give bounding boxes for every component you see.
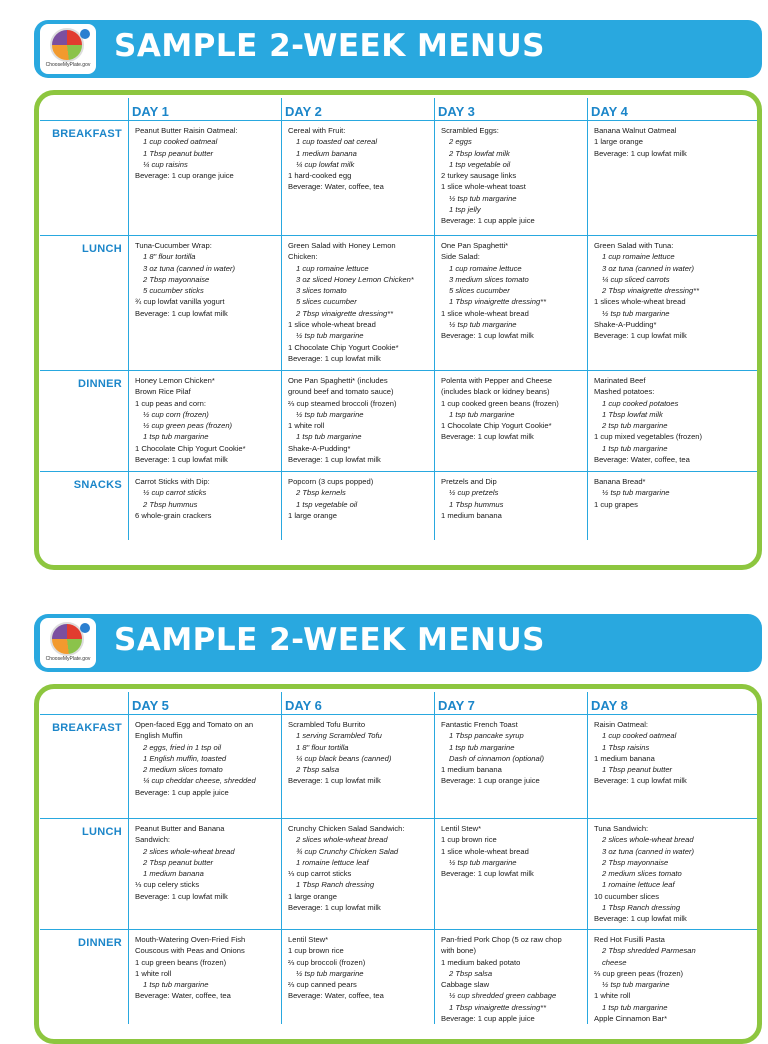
menu-line: 3 oz tuna (canned in water) <box>602 263 695 273</box>
menu-line: 1 tsp tub margarine <box>143 432 209 442</box>
menu-line: Polenta with Pepper and Cheese <box>441 376 553 385</box>
menu-line: 2 Tbsp lowfat milk <box>449 148 510 158</box>
menu-cell <box>594 934 742 1024</box>
menu-line: 1 slice whole-wheat bread <box>441 846 529 856</box>
menu-line: (includes black or kidney beans) <box>441 387 550 397</box>
myplate-logo <box>40 24 96 74</box>
menu-line: 10 cucumber slices <box>594 891 659 901</box>
menu-line: ½ cup corn (frozen) <box>143 409 209 419</box>
menu-line: ½ tsp tub margarine <box>602 980 670 990</box>
menu-line: Scrambled Tofu Burrito <box>288 720 366 729</box>
menu-line: 1 white roll <box>594 991 631 1001</box>
menu-line: 1 cup brown rice <box>288 946 344 956</box>
dairy-cup-icon <box>80 623 90 633</box>
menu-line: 1 Tbsp raisins <box>602 742 650 752</box>
menu-line: ¼ cup sliced carrots <box>602 274 670 284</box>
meal-header: LUNCH <box>82 826 122 838</box>
menu-line: Pan-fried Pork Chop (5 oz raw chop <box>441 935 562 944</box>
menu-cell <box>288 476 436 521</box>
menu-line: Beverage: 1 cup lowfat milk <box>441 432 534 442</box>
menu-cell <box>441 375 589 443</box>
menu-cell <box>288 125 436 193</box>
menu-line: 3 oz tuna (canned in water) <box>602 846 695 856</box>
day-header: DAY 5 <box>132 698 169 713</box>
menu-line: Beverage: 1 cup lowfat milk <box>288 455 381 465</box>
day-header: DAY 7 <box>438 698 475 713</box>
menu-line: 1 8" flour tortilla <box>143 252 196 262</box>
menu-line: Scrambled Eggs: <box>441 126 499 135</box>
menu-line: 1 Tbsp peanut butter <box>602 765 673 775</box>
menu-line: Brown Rice Pilaf <box>135 387 191 397</box>
menu-line: 1 medium banana <box>441 510 502 520</box>
menu-line: 1 tsp jelly <box>449 205 481 215</box>
menu-cell <box>441 934 589 1024</box>
meal-header: DINNER <box>78 378 122 390</box>
menu-line: Popcorn (3 cups popped) <box>288 477 374 486</box>
menu-line: 1 medium baked potato <box>441 957 521 967</box>
menu-line: 5 slices cucumber <box>296 297 357 307</box>
menu-line: 2 Tbsp mayonnaise <box>602 857 669 867</box>
row-divider <box>40 235 757 236</box>
menu-line: 1 Chocolate Chip Yogurt Cookie* <box>135 443 246 453</box>
menu-line: Beverage: 1 cup lowfat milk <box>288 776 381 786</box>
day-header: DAY 1 <box>132 104 169 119</box>
menu-line: ⅔ cup steamed broccoli (frozen) <box>288 398 397 408</box>
menu-line: ½ tsp tub margarine <box>449 857 517 867</box>
menu-line: Green Salad with Honey Lemon <box>288 241 396 250</box>
column-divider <box>128 98 129 540</box>
menu-line: Beverage: Water, coffee, tea <box>288 991 384 1001</box>
menu-line: Chicken: <box>288 252 318 262</box>
menu-line: ⅔ cup green peas (frozen) <box>594 968 684 978</box>
menu-line: Shake-A-Pudding* <box>594 320 657 330</box>
menu-line: Beverage: 1 cup apple juice <box>441 216 535 226</box>
menu-line: Banana Bread* <box>594 477 646 486</box>
menu-cell <box>288 934 436 1002</box>
row-divider <box>40 929 757 930</box>
menu-line: Peanut Butter Raisin Oatmeal: <box>135 126 238 135</box>
menu-line: Beverage: Water, coffee, tea <box>135 991 231 1001</box>
menu-line: 1 cup romaine lettuce <box>449 263 522 273</box>
menu-line: with bone) <box>441 946 477 956</box>
menu-line: 2 Tbsp kernels <box>296 488 346 498</box>
page-title: SAMPLE 2-WEEK MENUS <box>114 28 545 64</box>
menu-line: 1 Tbsp Ranch dressing <box>602 903 681 913</box>
meal-header: LUNCH <box>82 243 122 255</box>
menu-line: ⅔ cup broccoli (frozen) <box>288 957 366 967</box>
menu-line: 1 medium banana <box>143 869 204 879</box>
menu-line: 1 slice whole-wheat bread <box>288 320 376 330</box>
menu-line: 2 medium slices tomato <box>143 765 223 775</box>
menu-line: 3 oz sliced Honey Lemon Chicken* <box>296 274 414 284</box>
menu-line: 2 eggs <box>449 137 472 147</box>
menu-line: 2 Tbsp vinaigrette dressing** <box>602 286 700 296</box>
menu-line: 1 Tbsp peanut butter <box>143 148 214 158</box>
menu-line: ½ tsp tub margarine <box>602 308 670 318</box>
logo-text: ChooseMyPlate.gov <box>45 62 91 68</box>
menu-line: ½ tsp tub margarine <box>296 331 364 341</box>
menu-line: 1 romaine lettuce leaf <box>602 880 675 890</box>
menu-line: 2 Tbsp hummus <box>143 499 198 509</box>
row-divider <box>40 120 757 121</box>
day-header: DAY 4 <box>591 104 628 119</box>
menu-cell <box>441 125 589 227</box>
menu-line: One Pan Spaghetti* (includes <box>288 376 388 385</box>
menu-line: ¾ cup Crunchy Chicken Salad <box>296 846 399 856</box>
dairy-cup-icon <box>80 29 90 39</box>
menu-line: 1 hard-cooked egg <box>288 171 352 181</box>
menu-line: 1 cup cooked oatmeal <box>143 137 218 147</box>
menu-line: 2 tsp tub margarine <box>602 421 668 431</box>
menu-line: Beverage: 1 cup apple juice <box>135 787 229 797</box>
menu-cell <box>441 823 589 879</box>
menu-line: ½ tsp tub margarine <box>449 193 517 203</box>
menu-line: Beverage: Water, coffee, tea <box>288 182 384 192</box>
menu-line: 1 white roll <box>288 421 325 431</box>
menu-line: 2 Tbsp salsa <box>296 765 340 775</box>
menu-line: 1 white roll <box>135 968 172 978</box>
menu-line: 1 cup romaine lettuce <box>296 263 369 273</box>
day-header: DAY 2 <box>285 104 322 119</box>
menu-line: Beverage: 1 cup apple juice <box>441 1014 535 1024</box>
menu-line: 1 cup cooked oatmeal <box>602 731 677 741</box>
menu-line: 1 medium banana <box>296 148 357 158</box>
row-divider <box>40 370 757 371</box>
menu-line: 1 cup toasted oat cereal <box>296 137 378 147</box>
menu-line: 1 Chocolate Chip Yogurt Cookie* <box>441 421 552 431</box>
menu-line: ¼ cup lowfat milk <box>296 159 355 169</box>
column-divider <box>128 692 129 1024</box>
menu-line: Beverage: 1 cup lowfat milk <box>288 353 381 363</box>
menu-line: 2 turkey sausage links <box>441 171 517 181</box>
menu-cell <box>288 823 436 913</box>
menu-line: 1 cup cooked green beans (frozen) <box>441 398 559 408</box>
menu-cell <box>135 719 283 798</box>
menu-cell <box>135 240 283 319</box>
menu-line: Raisin Oatmeal: <box>594 720 649 729</box>
row-divider <box>40 471 757 472</box>
menu-cell <box>288 375 436 465</box>
menu-line: 1 Tbsp hummus <box>449 499 504 509</box>
menu-line: Mashed potatoes: <box>594 387 655 397</box>
menu-line: 1 cup mixed vegetables (frozen) <box>594 432 703 442</box>
menu-cell <box>594 719 742 787</box>
menu-line: 1 English muffin, toasted <box>143 753 227 763</box>
menu-line: ½ tsp tub margarine <box>602 488 670 498</box>
menu-line: Green Salad with Tuna: <box>594 241 674 250</box>
menu-line: Banana Walnut Oatmeal <box>594 126 677 135</box>
menu-line: 1 large orange <box>288 510 337 520</box>
menu-line: Tuna Sandwich: <box>594 824 649 833</box>
menu-cell <box>135 823 283 902</box>
menu-line: Beverage: 1 cup lowfat milk <box>135 455 228 465</box>
day-header: DAY 6 <box>285 698 322 713</box>
menu-line: 1 tsp vegetable oil <box>449 159 511 169</box>
menu-line: 2 slices whole-wheat bread <box>296 835 388 845</box>
menu-line: 1 tsp vegetable oil <box>296 499 358 509</box>
menu-line: ½ cup carrot sticks <box>143 488 207 498</box>
menu-line: Pretzels and Dip <box>441 477 497 486</box>
menu-line: 5 slices cucumber <box>449 286 510 296</box>
menu-line: Sandwich: <box>135 835 171 845</box>
menu-line: Beverage: 1 cup lowfat milk <box>594 914 687 924</box>
menu-line: Apple Cinnamon Bar* <box>594 1014 668 1024</box>
plate-icon <box>50 622 84 656</box>
menu-line: 1 Tbsp lowfat milk <box>602 409 663 419</box>
menu-line: 1 tsp tub margarine <box>449 409 515 419</box>
menu-line: 1 medium banana <box>594 753 655 763</box>
menu-line: Cabbage slaw <box>441 980 490 990</box>
menu-cell <box>135 375 283 465</box>
meal-header: SNACKS <box>73 479 122 491</box>
menu-line: Crunchy Chicken Salad Sandwich: <box>288 824 405 833</box>
menu-line: Beverage: 1 cup lowfat milk <box>594 148 687 158</box>
menu-line: 1 cup romaine lettuce <box>602 252 675 262</box>
menu-line: 2 Tbsp vinaigrette dressing** <box>296 308 394 318</box>
menu-cell <box>135 476 283 521</box>
day-header: DAY 3 <box>438 104 475 119</box>
menu-line: 1 tsp tub margarine <box>602 1002 668 1012</box>
menu-line: ¼ cup cheddar cheese, shredded <box>143 776 256 786</box>
menu-line: 2 Tbsp shredded Parmesan <box>602 946 696 956</box>
menu-line: 2 Tbsp peanut butter <box>143 857 214 867</box>
menu-line: ½ tsp tub margarine <box>296 409 364 419</box>
menu-line: Beverage: 1 cup lowfat milk <box>441 869 534 879</box>
menu-line: ½ tsp tub margarine <box>296 968 364 978</box>
menu-line: cheese <box>602 957 627 967</box>
menu-line: ⅓ cup celery sticks <box>135 880 200 890</box>
menu-line: 2 Tbsp salsa <box>449 968 493 978</box>
menu-line: Shake-A-Pudding* <box>288 443 351 453</box>
title-banner <box>34 20 762 78</box>
menu-line: Dash of cinnamon (optional) <box>449 753 544 763</box>
menu-line: 1 large orange <box>288 891 337 901</box>
menu-line: 1 romaine lettuce leaf <box>296 857 369 867</box>
menu-line: Peanut Butter and Banana <box>135 824 225 833</box>
menu-line: 6 whole-grain crackers <box>135 510 212 520</box>
menu-line: 1 Tbsp pancake syrup <box>449 731 524 741</box>
menu-cell <box>288 719 436 787</box>
menu-line: Carrot Sticks with Dip: <box>135 477 210 486</box>
menu-line: ¼ cup raisins <box>143 159 188 169</box>
menu-line: 1 large orange <box>594 137 643 147</box>
menu-line: ⅓ cup carrot sticks <box>288 869 352 879</box>
menu-line: 3 slices tomato <box>296 286 347 296</box>
menu-line: Lentil Stew* <box>288 935 329 944</box>
page-title: SAMPLE 2-WEEK MENUS <box>114 622 545 658</box>
menu-line: Marinated Beef <box>594 376 646 385</box>
menu-cell <box>594 125 742 159</box>
menu-line: 3 oz tuna (canned in water) <box>143 263 236 273</box>
menu-line: Fantastic French Toast <box>441 720 518 729</box>
menu-line: 1 Tbsp Ranch dressing <box>296 880 375 890</box>
menu-cell <box>441 240 589 342</box>
myplate-logo <box>40 618 96 668</box>
meal-header: BREAKFAST <box>52 722 122 734</box>
menu-cell <box>441 719 589 787</box>
menu-line: Beverage: 1 cup lowfat milk <box>594 776 687 786</box>
menu-cell <box>594 823 742 925</box>
menu-line: 1 tsp tub margarine <box>143 980 209 990</box>
menu-line: 2 eggs, fried in 1 tsp oil <box>143 742 222 752</box>
menu-line: Beverage: 1 cup lowfat milk <box>441 331 534 341</box>
menu-line: Beverage: 1 cup lowfat milk <box>288 903 381 913</box>
menu-line: 1 slice whole-wheat bread <box>441 308 529 318</box>
menu-line: 3 medium slices tomato <box>449 274 529 284</box>
menu-line: Cereal with Fruit: <box>288 126 346 135</box>
menu-cell <box>594 375 742 465</box>
menu-line: Tuna-Cucumber Wrap: <box>135 241 212 250</box>
menu-line: ½ cup green peas (frozen) <box>143 421 233 431</box>
menu-line: Beverage: 1 cup orange juice <box>441 776 540 786</box>
menu-line: Beverage: 1 cup lowfat milk <box>594 331 687 341</box>
menu-line: Couscous with Peas and Onions <box>135 946 245 956</box>
menu-line: 1 Chocolate Chip Yogurt Cookie* <box>288 342 399 352</box>
menu-line: 2 Tbsp mayonnaise <box>143 274 210 284</box>
menu-line: Side Salad: <box>441 252 480 262</box>
menu-line: 1 medium banana <box>441 765 502 775</box>
menu-line: 1 cup brown rice <box>441 835 497 845</box>
menu-line: Open-faced Egg and Tomato on an <box>135 720 254 729</box>
menu-line: 1 cup peas and corn: <box>135 398 206 408</box>
menu-cell <box>135 125 283 181</box>
menu-line: Mouth-Watering Oven-Fried Fish <box>135 935 246 944</box>
menu-line: 2 slices whole-wheat bread <box>602 835 694 845</box>
menu-line: 1 cup green beans (frozen) <box>135 957 227 967</box>
menu-line: 1 slices whole-wheat bread <box>594 297 686 307</box>
menu-line: ½ cup pretzels <box>449 488 499 498</box>
menu-line: ground beef and tomato sauce) <box>288 387 394 397</box>
menu-line: Beverage: 1 cup lowfat milk <box>135 891 228 901</box>
menu-line: ½ tsp tub margarine <box>449 320 517 330</box>
menu-cell <box>441 476 589 521</box>
menu-line: English Muffin <box>135 731 183 741</box>
menu-line: One Pan Spaghetti* <box>441 241 509 250</box>
logo-text: ChooseMyPlate.gov <box>45 656 91 662</box>
menu-cell <box>594 476 742 510</box>
menu-line: Beverage: 1 cup lowfat milk <box>135 308 228 318</box>
menu-line: 1 tsp tub margarine <box>602 443 668 453</box>
menu-line: 1 8" flour tortilla <box>296 742 349 752</box>
menu-line: Lentil Stew* <box>441 824 482 833</box>
menu-line: 1 tsp tub margarine <box>296 432 362 442</box>
row-divider <box>40 714 757 715</box>
meal-header: DINNER <box>78 937 122 949</box>
menu-cell <box>594 240 742 342</box>
menu-line: ¾ cup lowfat vanilla yogurt <box>135 297 225 307</box>
menu-line: 5 cucumber sticks <box>143 286 204 296</box>
day-header: DAY 8 <box>591 698 628 713</box>
menu-line: 2 medium slices tomato <box>602 869 682 879</box>
menu-line: ⅔ cup canned pears <box>288 980 357 990</box>
menu-line: ¼ cup black beans (canned) <box>296 753 392 763</box>
meal-header: BREAKFAST <box>52 128 122 140</box>
menu-line: 1 cup cooked potatoes <box>602 398 679 408</box>
menu-line: 1 Tbsp vinaigrette dressing** <box>449 1002 547 1012</box>
menu-line: ½ cup shredded green cabbage <box>449 991 557 1001</box>
menu-line: 1 tsp tub margarine <box>449 742 515 752</box>
menu-line: 2 slices whole-wheat bread <box>143 846 235 856</box>
menu-line: Beverage: Water, coffee, tea <box>594 455 690 465</box>
menu-line: Beverage: 1 cup orange juice <box>135 171 234 181</box>
menu-cell <box>288 240 436 364</box>
menu-line: 1 cup grapes <box>594 499 638 509</box>
title-banner <box>34 614 762 672</box>
menu-line: 1 Tbsp vinaigrette dressing** <box>449 297 547 307</box>
plate-icon <box>50 28 84 62</box>
menu-line: Honey Lemon Chicken* <box>135 376 215 385</box>
menu-line: Red Hot Fusilli Pasta <box>594 935 665 944</box>
menu-line: 1 serving Scrambled Tofu <box>296 731 382 741</box>
menu-line: 1 slice whole-wheat toast <box>441 182 526 192</box>
menu-cell <box>135 934 283 1002</box>
row-divider <box>40 818 757 819</box>
